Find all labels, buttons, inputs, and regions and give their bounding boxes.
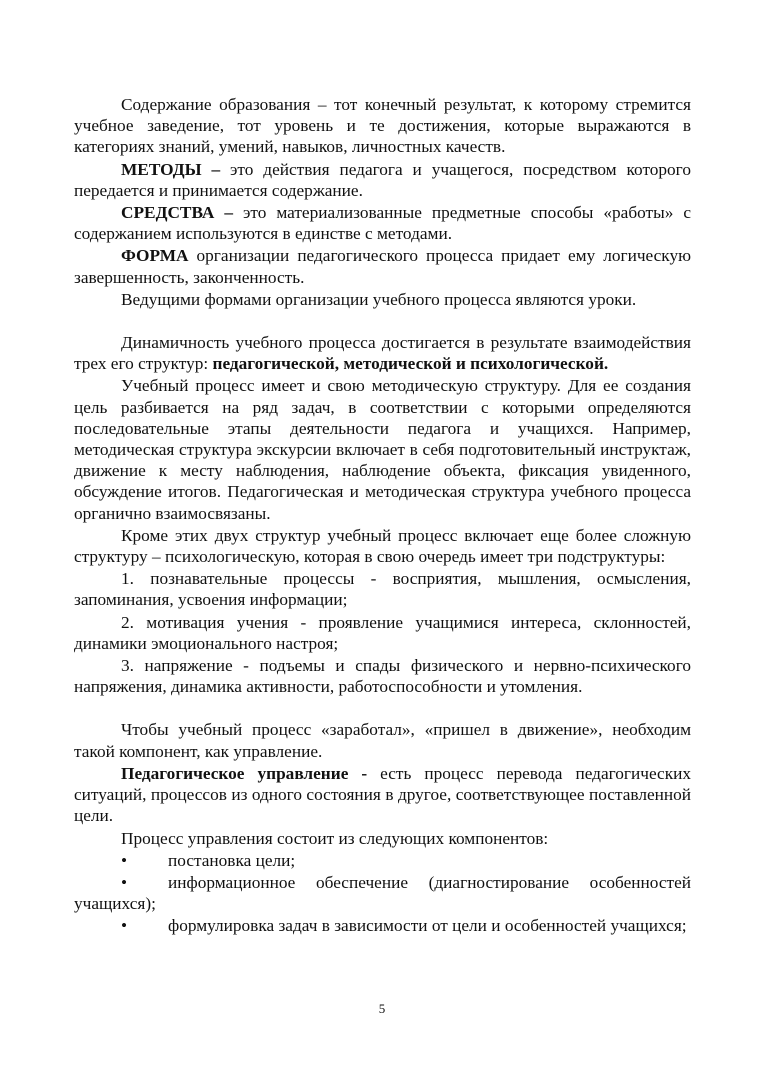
bullet-text: постановка цели; [168,850,296,870]
term-structures: педагогической, методической и психологической. [212,354,609,374]
paragraph-text: Ведущими формами организации учебного процесса являются уроки. [121,289,637,309]
list-item-motivation [74,612,691,654]
paragraph-text: 1. познавательные процессы - восприятия, мышления, осмысления, запоминания, усвоения информации; [74,569,691,610]
paragraph-text: 3. напряжение - подъемы и спады физического и нервно-психического напряжения, динамика активности, работоспособности и утомления. [74,656,691,697]
paragraph-lessons [74,289,691,310]
bullet-icon: • [121,850,128,870]
paragraph-text: Содержание образования – тот конечный результат, к которому стремится учебное заведение, тот уровень и те достижения, которые выражаются в категориях знаний, умений, навыков, личностных качеств. [74,95,691,157]
paragraph-text: Чтобы учебный процесс «заработал», «пришел в движение», необходим такой компонент, как управление. [74,720,691,761]
paragraph-management-intro [74,719,691,761]
paragraph-methods [74,159,691,201]
bullet-item [74,872,691,914]
paragraph-text: Учебный процесс имеет и свою методическую структуру. Для ее создания цель разбивается на ряд задач, в соответствии с которыми определяются последовательные этапы деятельности педагога и учащихся. Например, методическая структура экскурсии включает в себя подготовительный инструктаж, движение к месту наблюдения, наблюдение объекта, фиксация увиденного, обсуждение итогов. Педагогическая и методическая структура учебного процесса органично взаимосвязаны. [74,376,691,523]
paragraph-management-components [74,828,691,849]
paragraph-text: есть процесс перевода педагогических ситуаций, процессов из одного состояния в другое, соответствующее поставленной цели. [74,763,691,826]
bullet-icon: • [121,916,128,936]
paragraph-methodical-structure [74,375,691,523]
paragraph-dynamics [74,332,691,374]
paragraph-text: Кроме этих двух структур учебный процесс включает еще более сложную структуру – психологическую, которая в свою очередь имеет три подструктуры: [74,525,691,567]
term-methods: МЕТОДЫ – [121,159,221,179]
paragraph-pedagogical-management [74,763,691,827]
paragraph-text: Процесс управления состоит из следующих компонентов: [121,828,549,848]
paragraph-text: 2. мотивация учения - проявление учащимися интереса, склонностей, динамики эмоционального настроя; [74,612,691,653]
paragraph-education-content [74,94,691,158]
term-form: ФОРМА [121,246,189,266]
paragraph-text: Динамичность учебного процесса достигается в результате взаимодействия трех его структур: [74,333,691,374]
term-means: СРЕДСТВА – [121,203,233,223]
paragraph-means [74,202,691,244]
paragraph-text: организации педагогического процесса придает ему логическую завершенность, законченность. [74,246,691,287]
page-number: 5 [378,1001,386,1016]
list-item-tension [74,655,691,697]
page-content [74,94,691,937]
paragraph-form [74,245,691,287]
bullet-item [74,850,691,871]
bullet-item [74,915,691,936]
bullet-text: формулировка задач в зависимости от цели и особенностей учащихся; [168,916,687,936]
paragraph-text: это материализованные предметные способы «работы» с содержанием используются в единстве с методами. [74,203,691,244]
term-pedagogical-management: Педагогическое управление - [121,763,368,783]
paragraph-psychological-structure [74,525,691,567]
list-item-cognitive [74,568,691,610]
bullet-text: информационное обеспечение (диагностирование особенностей учащихся); [74,872,691,914]
paragraph-text: это действия педагога и учащегося, посредством которого передается и принимается содержание. [74,159,691,200]
bullet-icon: • [121,872,128,892]
